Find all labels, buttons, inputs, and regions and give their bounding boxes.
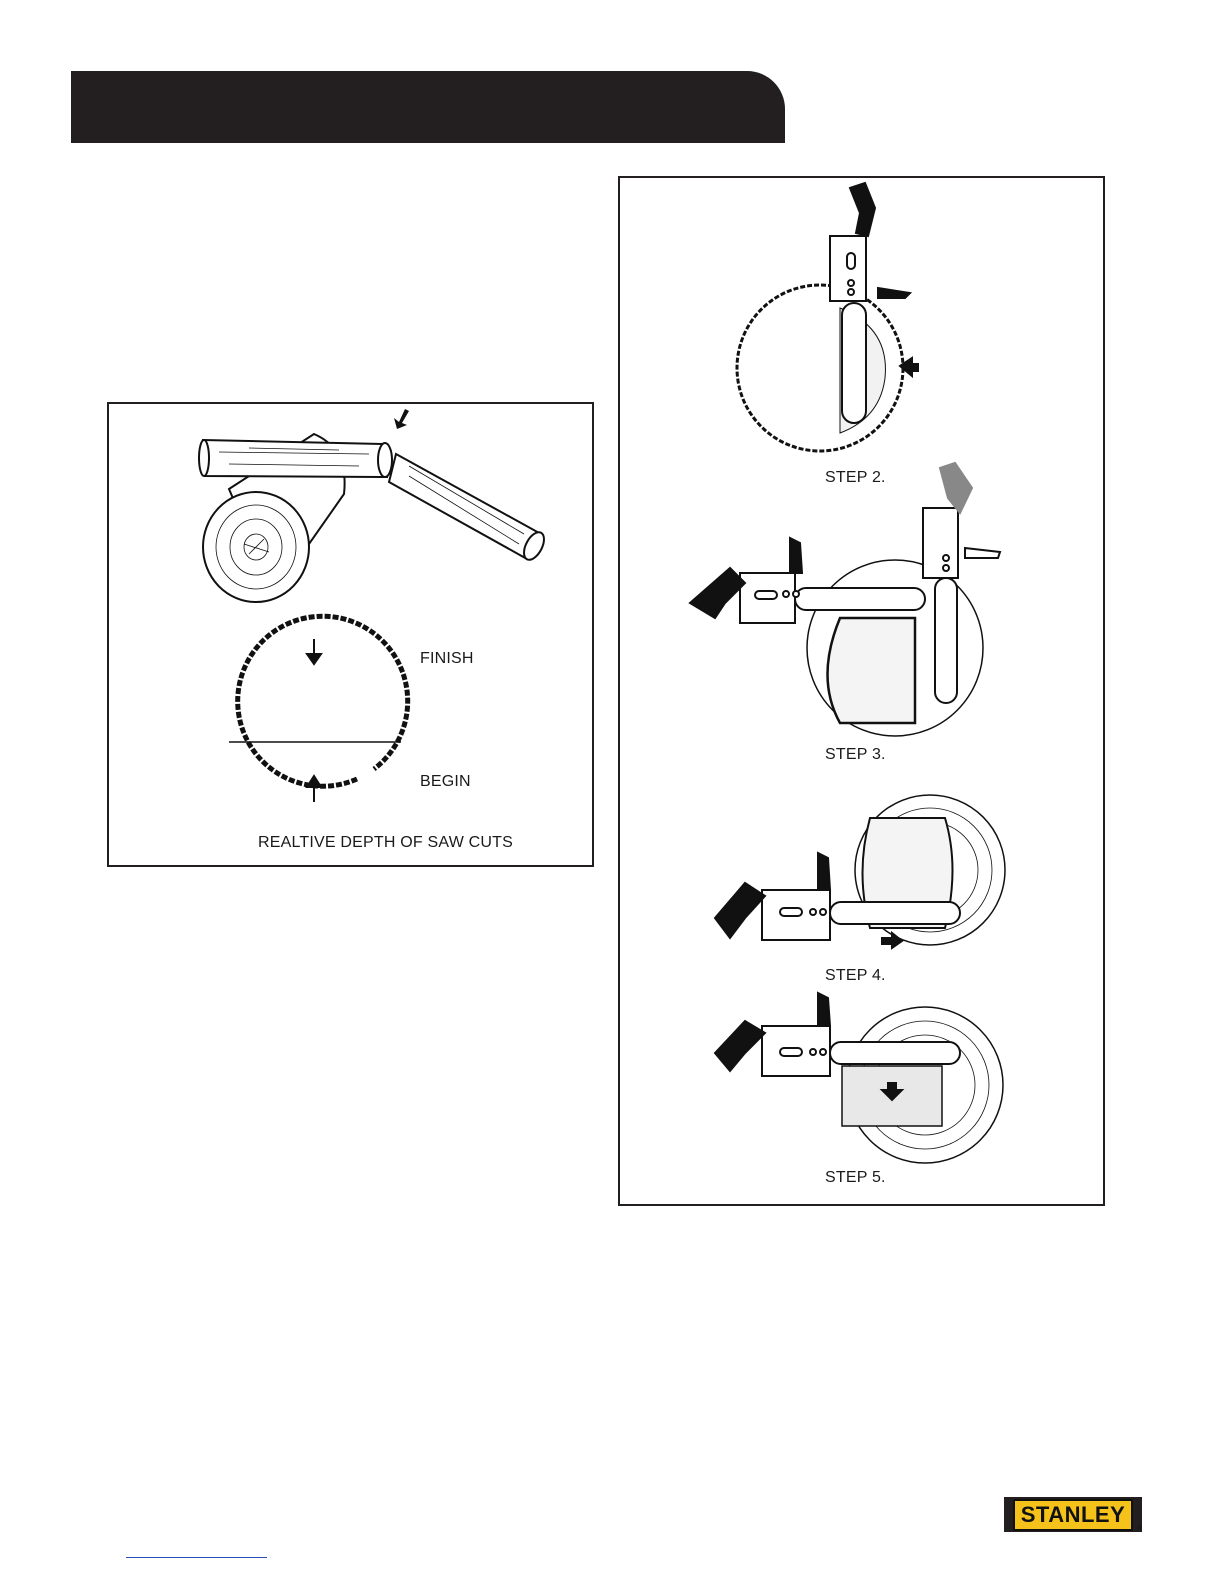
figure-caption: REALTIVE DEPTH OF SAW CUTS: [258, 834, 514, 851]
brand-name: STANLEY: [1013, 1499, 1134, 1531]
log-cut-illustration: [109, 404, 596, 869]
step-5-label: STEP 5.: [825, 1169, 886, 1186]
step-3-illustration: [690, 463, 1000, 736]
steps-figure: [618, 176, 1105, 1206]
step-4-illustration: [715, 795, 1005, 948]
registered-mark: ®: [1137, 1525, 1143, 1532]
step-2-illustration: [737, 183, 918, 451]
begin-label: BEGIN: [420, 773, 471, 790]
steps-illustration: [620, 178, 1107, 1208]
step-3-label: STEP 3.: [825, 746, 886, 763]
cut-arrow-icon: [394, 409, 409, 429]
log-cut-figure: [107, 402, 594, 867]
upper-log-right: [389, 454, 548, 563]
footer-rule: [126, 1557, 267, 1558]
depth-circle: [229, 616, 408, 802]
upper-log-left: [199, 440, 392, 477]
step-2-label: STEP 2.: [825, 469, 886, 486]
step-4-label: STEP 4.: [825, 967, 886, 984]
finish-label: FINISH: [420, 650, 474, 667]
stanley-logo: [1004, 1497, 1142, 1532]
step-5-illustration: [715, 993, 1003, 1163]
section-header-bar: [71, 71, 785, 143]
